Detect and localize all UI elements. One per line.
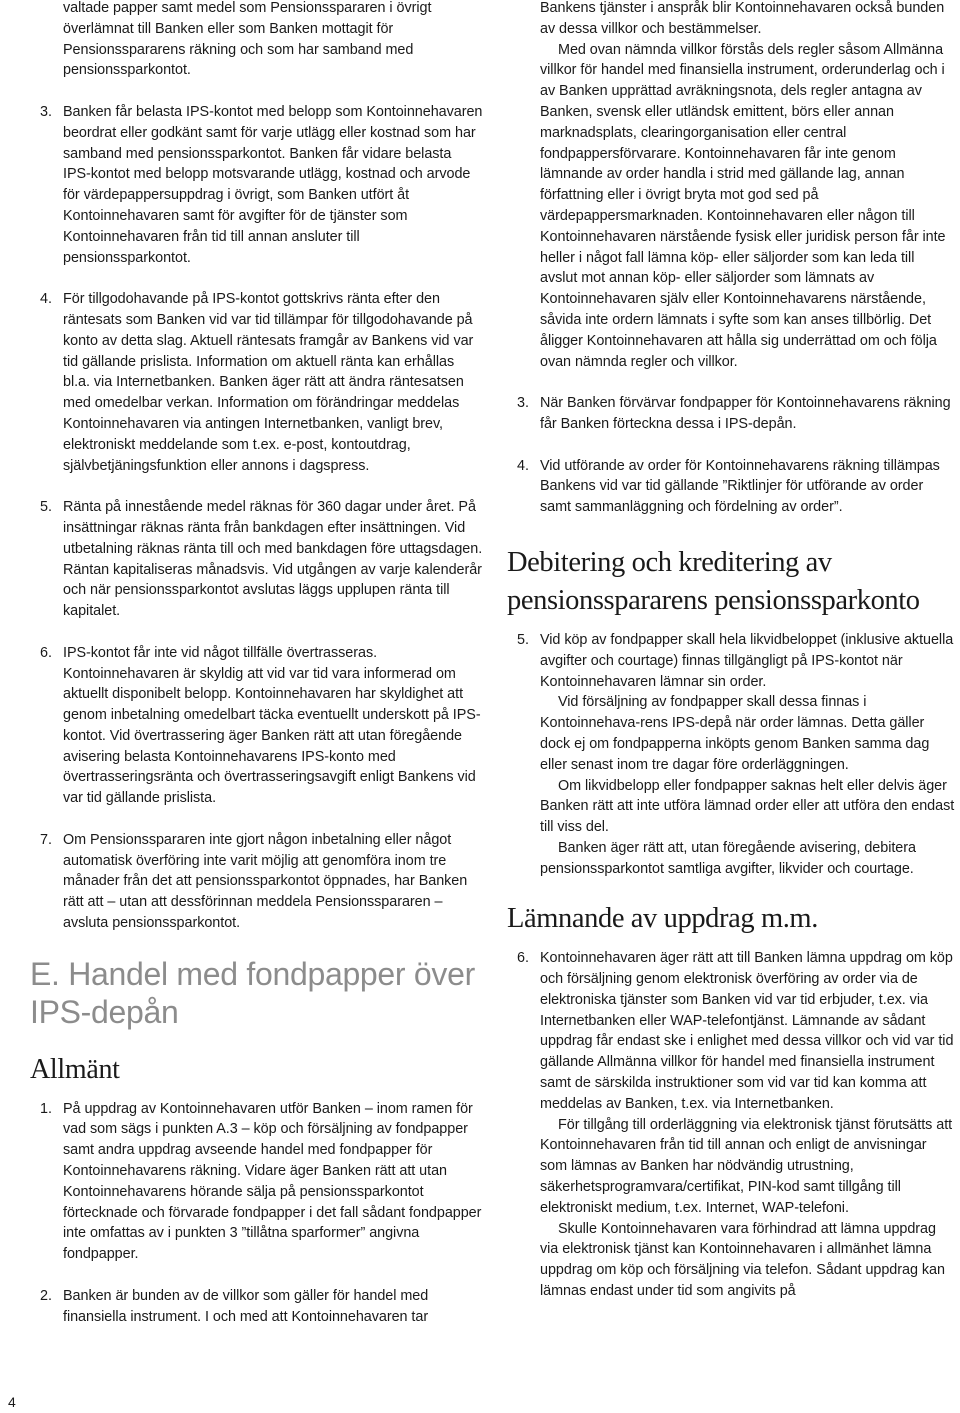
- clause-number: 4.: [517, 457, 529, 474]
- page-number: 4: [8, 1394, 16, 1410]
- clause-5: [517, 630, 955, 880]
- left-column: [30, 0, 483, 1348]
- clause-4: [40, 289, 483, 476]
- clause-number: 5.: [517, 631, 529, 648]
- clause-number: 5.: [40, 499, 52, 516]
- clause-number: 7.: [40, 831, 52, 848]
- clause-6: [517, 948, 955, 1302]
- clause-text: Om Pensionsspararen inte gjort någon inbetalning eller något automatisk överföring inte varit möjlig att genomföra inom tre månader från det att pensionssparkontot öppnades, har Banken rätt att – utan att dessförinnan meddela Pensionsspararen – avsluta pensionssparkontot.: [63, 831, 468, 932]
- clause-3: [517, 393, 955, 435]
- clause-number: 3.: [517, 395, 529, 412]
- clause-paragraph: Om likvidbelopp eller fondpapper saknas helt eller delvis äger Banken rätt att inte utföra lämnad order eller att utföra den endast till viss del.: [540, 777, 955, 836]
- continuation-text: Bankens tjänster i anspråk blir Kontoinnehavaren också bunden av dessa villkor och bestämmelser.: [540, 0, 945, 37]
- continuation-text: valtade papper samt medel som Pensionsspararen i övrigt överlämnat till Banken eller som Banken mottagit för Pensionsspararens räkning och som har samband med pensionssparkontot.: [63, 0, 432, 79]
- clause-6: [40, 643, 483, 809]
- clause-text: Ränta på innestående medel räknas för 360 dagar under året. På insättningar räknas ränta från bankdagen efter insättningen. Vid utbetalning räknas ränta till och med bankdagen före uttagsdagen. Räntan kapitaliseras månadsvis. Vid utgången av varje kalenderår och när pensionssparkontot avslutas läggs upplupen ränta till kapitalet.: [63, 499, 483, 620]
- clause-4: [517, 456, 955, 518]
- clause-text: För tillgodohavande på IPS-kontot gottskrivs ränta efter den räntesats som Banken vid var tid tillämpar för tillgodohavande på konto av detta slag. Aktuell räntesats framgår av Bankens vid var tid gällande prislista. Information om aktuell ränta kan erhållas bl.a. via Internetbanken. Banken äger rätt att ändra räntesatsen med omedelbar verkan. Information om förändringar meddelas Kontoinnehavaren via antingen Internetbanken, vanligt brev, elektroniskt meddelande som t.ex. e-post, kontoutdrag, självbetjäningsfunktion eller annons i dagspress.: [63, 291, 474, 474]
- subsection-heading-allmant: Allmänt: [30, 1053, 120, 1085]
- section-heading-debitering: Debitering och kreditering av pensionsspararens pensionssparkonto: [507, 546, 920, 616]
- clause-paragraph: Vid försäljning av fondpapper skall dessa finnas i Kontoinnehava-rens IPS-depå när order lämnas. Detta gäller dock ej om fondpapperna inköpts genom Banken samma dag eller senast inom tre dagar före orderläggningen.: [540, 694, 930, 773]
- section-heading-e: E. Handel med fondpapper över IPS-depån: [30, 955, 475, 1030]
- clause-text: Kontoinnehavaren äger rätt att till Banken lämna uppdrag om köp och försäljning genom elektronisk överföring av order via de elektroniska tjänster som Banken vid var tid erbjuder, t.ex. via Internetbanken eller WAP-telefontjänst. Lämnande av sådant uppdrag får endast ske i enlighet med dessa villkor och vid var tid gällande Allmänna villkor för handel med finansiella instrument samt de särskilda instruktioner som vid var tid kan komma att meddelas av Banken, t.ex. via Internetbanken.: [540, 950, 954, 1112]
- clause-text: På uppdrag av Kontoinnehavaren utför Banken – inom ramen för vad som sägs i punkten A.3 – köp och försäljning av fondpapper samt andra uppdrag avseende handel med fondpapper för Kontoinnehavarens räkning. Vidare äger Banken rätt att utan Kontoinnehavarens hörande sälja på pensionssparkontot förtecknade och förvarade fondpapper i det fall sådant fondpapper inte omfattas av i punkten 3 ”tillåtna sparformer” angivna fondpapper.: [63, 1100, 482, 1263]
- clause-number: 3.: [40, 103, 52, 120]
- clause-text: Vid köp av fondpapper skall hela likvidbeloppet (inklusive aktuella avgifter och courtage) finnas tillgängligt på IPS-kontot när Kontoinnehavaren lämnar sin order.: [540, 631, 954, 690]
- clause-number: 1.: [40, 1100, 52, 1117]
- clause-e1: [40, 1099, 483, 1265]
- clause-e2: [40, 1286, 483, 1328]
- paragraph: Med ovan nämnda villkor förstås dels regler såsom Allmänna villkor för handel med finansiella instrument, orderunderlag och i av Banken upprättad avräkningsnota, dels regler antagna av Banken, svensk eller utländsk emittent, börs eller annan marknadsplats, clearingorganisation eller central fondpappersförvarare. Kontoinnehavaren får inte genom lämnande av order handla i strid med gällande lag, annan författning eller i övrigt bryta mot god sed på värdepappersmarknaden. Kontoinnehavaren eller någon till Kontoinnehavaren närstående fysisk eller juridisk person får inte heller i något fall lämna köp- eller säljorder som kan leda till avslut mot annan köp- eller säljorder som lämnats av Kontoinnehavaren själv eller Kontoinnehavarens närstående, såvida inte ordern lämnats i syfte som kan anses tillbörlig. Det åligger Kontoinnehavaren att hålla sig underrättad om och följa ovan nämnda regler och villkor.: [540, 41, 946, 370]
- clause-number: 6.: [40, 644, 52, 661]
- clause-3: [40, 102, 483, 268]
- clause-number: 6.: [517, 950, 529, 967]
- clause-number: 2.: [40, 1287, 52, 1304]
- clause-text: Banken är bunden av de villkor som gäller för handel med finansiella instrument. I och med att Kontoinnehavaren tar: [63, 1287, 429, 1325]
- right-column: [507, 0, 955, 1323]
- clause-number: 4.: [40, 291, 52, 308]
- clause-paragraph: Banken äger rätt att, utan föregående avisering, debitera pensionssparkontot samtliga avgifter, likvider och courtage.: [540, 839, 916, 877]
- section-heading-lamnande: Lämnande av uppdrag m.m.: [507, 903, 818, 935]
- clause-text: IPS-kontot får inte vid något tillfälle övertrasseras. Kontoinnehavaren är skyldig att vid var tid vara informerad om aktuellt disponibelt belopp. Kontoinnehavaren har skyldighet att genom inbetalning omedelbart täcka eventuellt underskott på IPS-kontot. Vid övertrassering äger Banken rätt att utan föregående avisering belasta Kontoinnehavarens IPS-konto med övertrasseringsränta och övertrasseringsavgift enligt Bankens vid var tid gällande prislista.: [63, 644, 481, 807]
- clause-paragraph: För tillgång till orderläggning via elektronisk tjänst förutsätts att Kontoinnehavaren från tid till annan och enligt de anvisningar som lämnas av Banken har nödvändig utrustning, säkerhetsprogramvara/certifikat, PIN-kod samt tillgång till elektroniskt medium, t.ex. Internet, WAP-telefoni.: [540, 1116, 953, 1216]
- clause-text: Vid utförande av order för Kontoinnehavarens räkning tillämpas Bankens vid var tid gällande ”Riktlinjer för utförande av order samt sammanläggning och fördelning av order”.: [540, 457, 940, 516]
- clause-5: [40, 497, 483, 622]
- clause-7: [40, 830, 483, 934]
- clause-paragraph: Skulle Kontoinnehavaren vara förhindrad att lämna uppdrag via elektronisk tjänst kan Kontoinnehavaren i allmänhet lämna uppdrag om köp och försäljning via telefon. Sådant uppdrag kan lämnas endast under tid som angivits på: [540, 1220, 945, 1300]
- clause-text: När Banken förvärvar fondpapper för Kontoinnehavarens räkning får Banken förteckna dessa i IPS-depån.: [540, 395, 951, 432]
- clause-text: Banken får belasta IPS-kontot med belopp som Kontoinnehavaren beordrat eller godkänt samt för varje utlägg eller kostnad som har samband med pensionssparkontot. Banken får vidare belasta IPS-kontot med belopp motsvarande utlägg, kostnad och arvode för värdepappersuppdrag i övrigt, som Banken utfört åt Kontoinnehavaren samt för avgifter för de tjänster som Kontoinnehavaren från tid till annan ansluter till pensionssparkontot.: [63, 103, 483, 266]
